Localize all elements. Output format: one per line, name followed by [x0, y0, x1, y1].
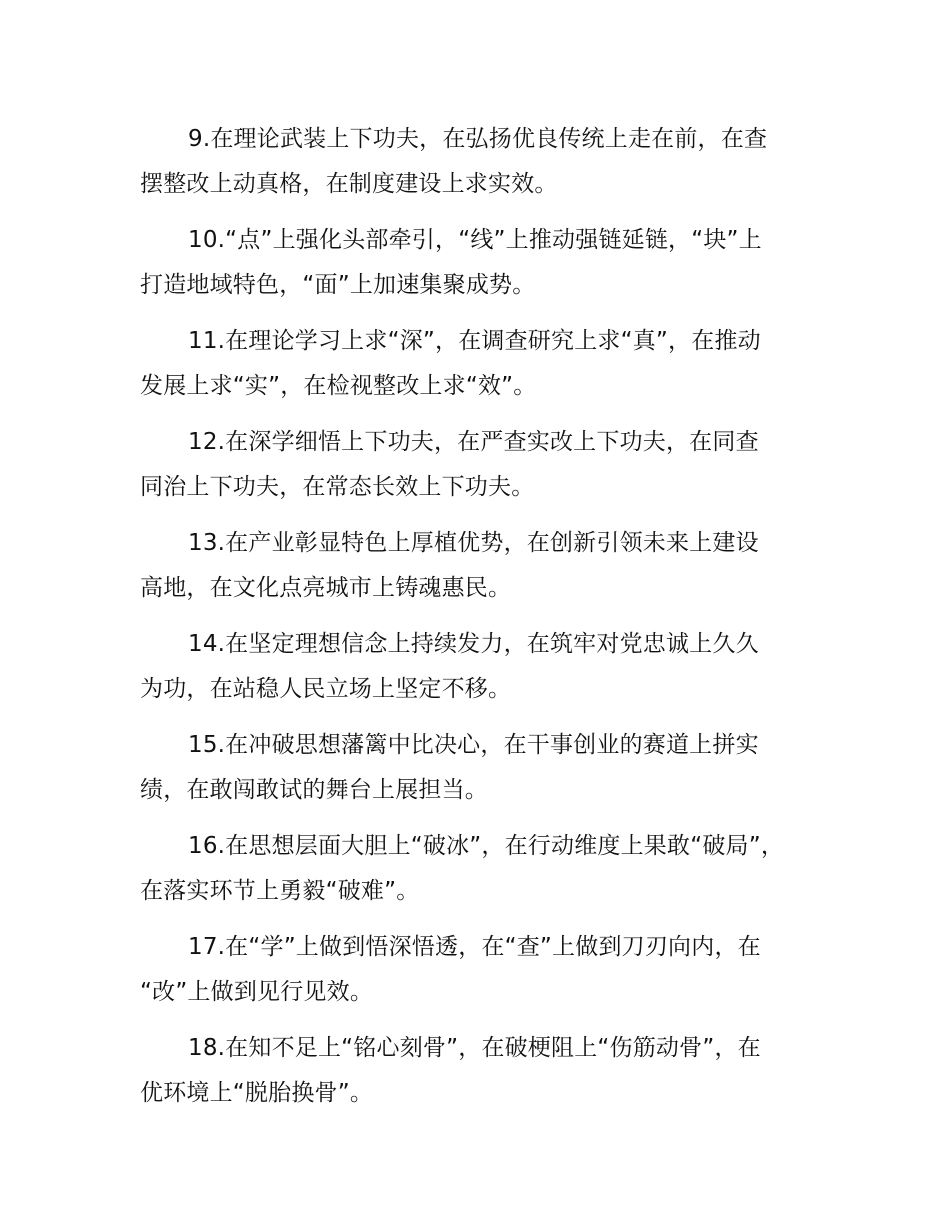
paragraph-line: 摆整改上动真格，在制度建设上求实效。 [140, 170, 558, 197]
paragraph-9 [140, 117, 840, 206]
paragraph-line: 16.在思想层面大胆上“破冰”，在行动维度上果敢“破局”， [188, 833, 785, 859]
paragraph-13 [140, 521, 840, 610]
paragraph-line: 14.在坚定理想信念上持续发力，在筑牢对党忠诚上久久 [188, 631, 759, 657]
paragraph-16 [140, 824, 840, 913]
paragraph-10 [140, 218, 840, 307]
paragraph-line: 打造地域特色，“面”上加速集聚成势。 [140, 271, 536, 298]
paragraph-line: “改”上做到见行见效。 [140, 978, 374, 1005]
paragraph-line: 在落实环节上勇毅“破难”。 [140, 877, 420, 904]
paragraph-line: 9.在理论武装上下功夫，在弘扬优良传统上走在前，在查 [188, 126, 768, 152]
paragraph-12 [140, 420, 840, 509]
paragraph-15 [140, 723, 840, 812]
paragraph-14 [140, 622, 840, 711]
paragraph-line: 为功，在站稳人民立场上坚定不移。 [140, 675, 512, 702]
paragraph-line: 绩，在敢闯敢试的舞台上展担当。 [140, 776, 488, 803]
paragraph-line: 10.“点”上强化头部牵引，“线”上推动强链延链，“块”上 [188, 227, 762, 253]
paragraph-line: 18.在知不足上“铭心刻骨”，在破梗阻上“伤筋动骨”，在 [188, 1035, 761, 1061]
paragraph-line: 同治上下功夫，在常态长效上下功夫。 [140, 473, 535, 500]
document-body [140, 117, 840, 1127]
paragraph-line: 15.在冲破思想藩篱中比决心，在干事创业的赛道上拼实 [188, 732, 759, 758]
paragraph-11 [140, 319, 840, 408]
paragraph-17 [140, 925, 840, 1014]
paragraph-line: 13.在产业彰显特色上厚植优势，在创新引领未来上建设 [188, 530, 759, 556]
paragraph-18 [140, 1026, 840, 1115]
paragraph-line: 12.在深学细悟上下功夫，在严查实改上下功夫，在同查 [188, 429, 759, 455]
paragraph-line: 发展上求“实”，在检视整改上求“效”。 [140, 372, 537, 399]
paragraph-line: 17.在“学”上做到悟深悟透，在“查”上做到刀刃向内，在 [188, 934, 761, 960]
paragraph-line: 11.在理论学习上求“深”，在调查研究上求“真”，在推动 [188, 328, 761, 354]
paragraph-line: 优环境上“脱胎换骨”。 [140, 1079, 374, 1106]
paragraph-line: 高地，在文化点亮城市上铸魂惠民。 [140, 574, 512, 601]
